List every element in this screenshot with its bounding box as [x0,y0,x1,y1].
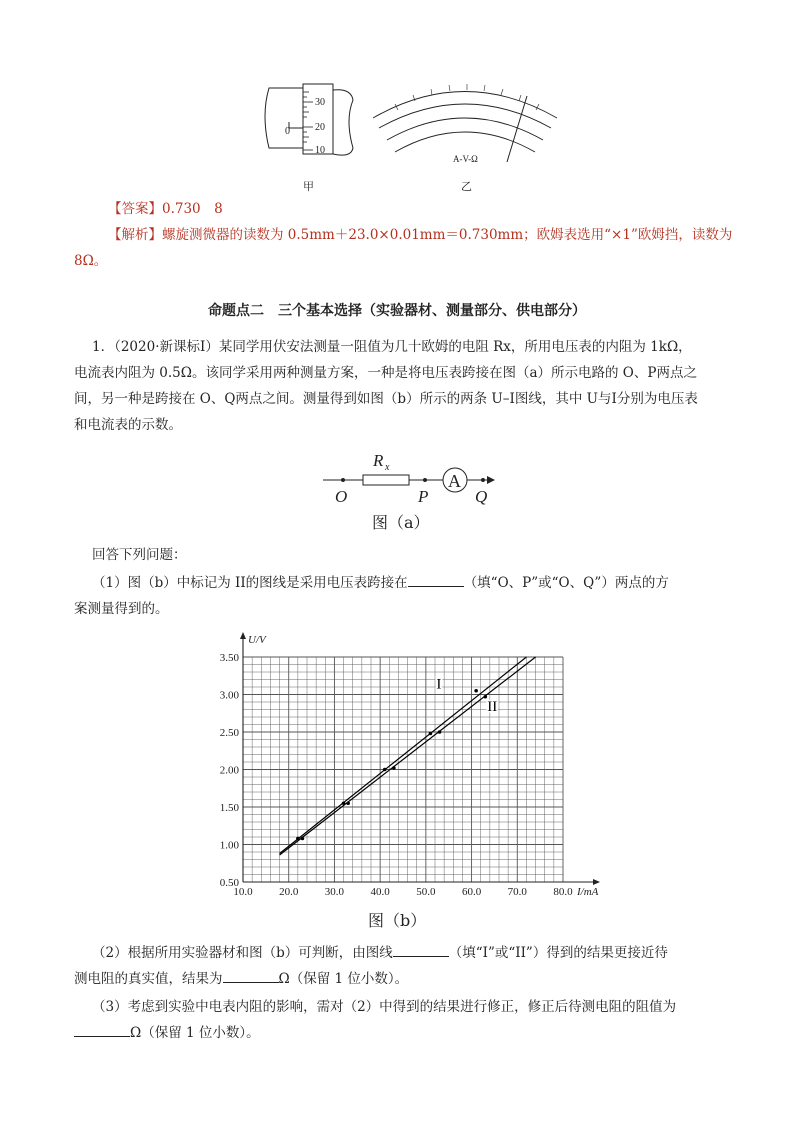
multimeter-dial-drawing [373,84,557,162]
x-tick-label: 10.0 [233,886,253,898]
resistor-rx [363,475,409,485]
micrometer-caption: 甲 [303,181,314,193]
series-label: II [487,699,498,715]
node-q-label: Q [475,487,488,506]
data-point [429,732,433,736]
x-tick-label: 20.0 [279,886,299,898]
y-tick-label: 2.50 [219,727,239,739]
top-figure [255,70,575,195]
section-heading: 命题点二 三个基本选择（实验器材、测量部分、供电部分） [208,303,586,319]
q2-line2 [74,966,408,992]
y-tick-label: 2.00 [219,764,239,777]
ammeter-label: A [448,471,461,491]
q2-text-c: 测电阻的真实值，结果为 [74,971,223,987]
node-q-dot [481,478,485,482]
data-point [483,695,487,699]
x-tick-label: 60.0 [461,886,482,898]
y-tick-label: 3.00 [219,689,239,702]
x-tick-label: 50.0 [416,886,436,898]
q3-value-blank[interactable] [74,1022,130,1037]
micrometer-scale-30: 30 [315,97,325,108]
x-axis-label: I/mA [577,886,599,898]
q2-line1 [92,940,668,966]
q3-line2 [74,1020,260,1046]
answer-line [108,196,223,222]
q2-line-blank[interactable] [393,942,449,957]
x-tick-label: 80.0 [553,886,573,898]
question-line3: 间，另一种是跨接在 O、Q两点之间。测量得到如图（b）所示的两条 U–I图线，其中 U与I分别为电压表 [74,391,698,407]
chart-labels [220,634,599,898]
y-axis-arrow-icon [240,632,246,639]
q2-text-b: （填“I”或“II”）得到的结果更接近待 [448,945,668,961]
multimeter-center-label: A-V-Ω [453,154,478,164]
circuit-caption: 图（a） [372,513,430,532]
y-axis-label: U/V [248,634,266,646]
chart-grid [243,657,563,882]
resistor-label: R [373,451,384,470]
question-line4: 和电流表的示数。 [74,417,182,433]
q2-value-blank[interactable] [223,968,279,983]
node-p-dot [423,478,427,482]
prompt-line: 回答下列问题： [92,547,187,563]
ui-chart [205,632,615,902]
series-line-0 [280,657,527,854]
data-point [383,768,387,772]
analysis-tag: 【解析】 [108,227,162,243]
q2-text-a: （2）根据所用实验器材和图（b）可判断，由图线 [92,945,393,961]
answer-tag: 【答案】 [108,201,162,217]
micrometer-scale-10: 10 [315,145,325,156]
analysis-line1 [108,222,732,248]
y-tick-label: 3.50 [219,652,239,664]
q1-text-b: （填“O、P”或“O、Q”）两点的方 [463,575,669,591]
series-label: I [436,676,442,693]
arrow-right-icon [487,476,495,484]
y-tick-label: 1.00 [219,839,239,852]
analysis-text-1: 螺旋测微器的读数为 0.5mm＋23.0×0.01mm＝0.730mm；欧姆表选用“×1”欧姆挡，读数为 [162,227,733,243]
y-tick-label: 0.50 [219,877,239,889]
node-o-label: O [335,487,348,506]
resistor-subscript: x [385,462,390,473]
chart-caption: 图（b） [368,911,427,930]
micrometer-scale-20: 20 [315,122,325,133]
data-point [301,837,305,841]
micrometer-drawing [265,84,353,156]
x-axis-arrow-icon [593,879,600,885]
x-tick-label: 70.0 [507,886,527,898]
answer-value: 0.730 8 [162,201,223,217]
node-o-dot [341,478,345,482]
multimeter-caption: 乙 [461,181,472,193]
question-line2: 电流表内阻为 0.5Ω。该同学采用两种测量方案，一种是将电压表跨接在图（a）所示电路的 O、P两点之 [74,365,697,381]
q1-line2: 案测量得到的。 [74,601,169,617]
q1-line1 [92,570,669,596]
micrometer-scale-0: 0 [285,126,290,137]
data-point [438,730,442,734]
q1-answer-blank[interactable] [408,572,464,587]
x-tick-label: 40.0 [370,886,390,898]
y-tick-label: 1.50 [219,802,239,814]
q2-text-d: Ω（保留 1 位小数）。 [278,971,409,987]
analysis-line2: 8Ω。 [74,253,108,269]
data-point [346,801,350,805]
chart-axes [240,632,600,885]
q1-text-a: （1）图（b）中标记为 II的图线是采用电压表跨接在 [92,575,408,591]
q3-text-b: Ω（保留 1 位小数）。 [130,1025,260,1041]
node-p-label: P [418,487,429,506]
question-line1: 1．（2020·新课标Ⅰ）某同学用伏安法测量一阻值为几十欧姆的电阻 Rx，所用电压表的内阻为 1kΩ， [92,339,692,355]
data-point [392,766,396,770]
data-point [474,689,478,693]
q3-line1: （3）考虑到实验中电表内阻的影响，需对（2）中得到的结果进行修正，修正后待测电阻的阻值为 [92,999,677,1015]
x-tick-label: 30.0 [324,886,345,898]
circuit-figure [315,446,505,510]
